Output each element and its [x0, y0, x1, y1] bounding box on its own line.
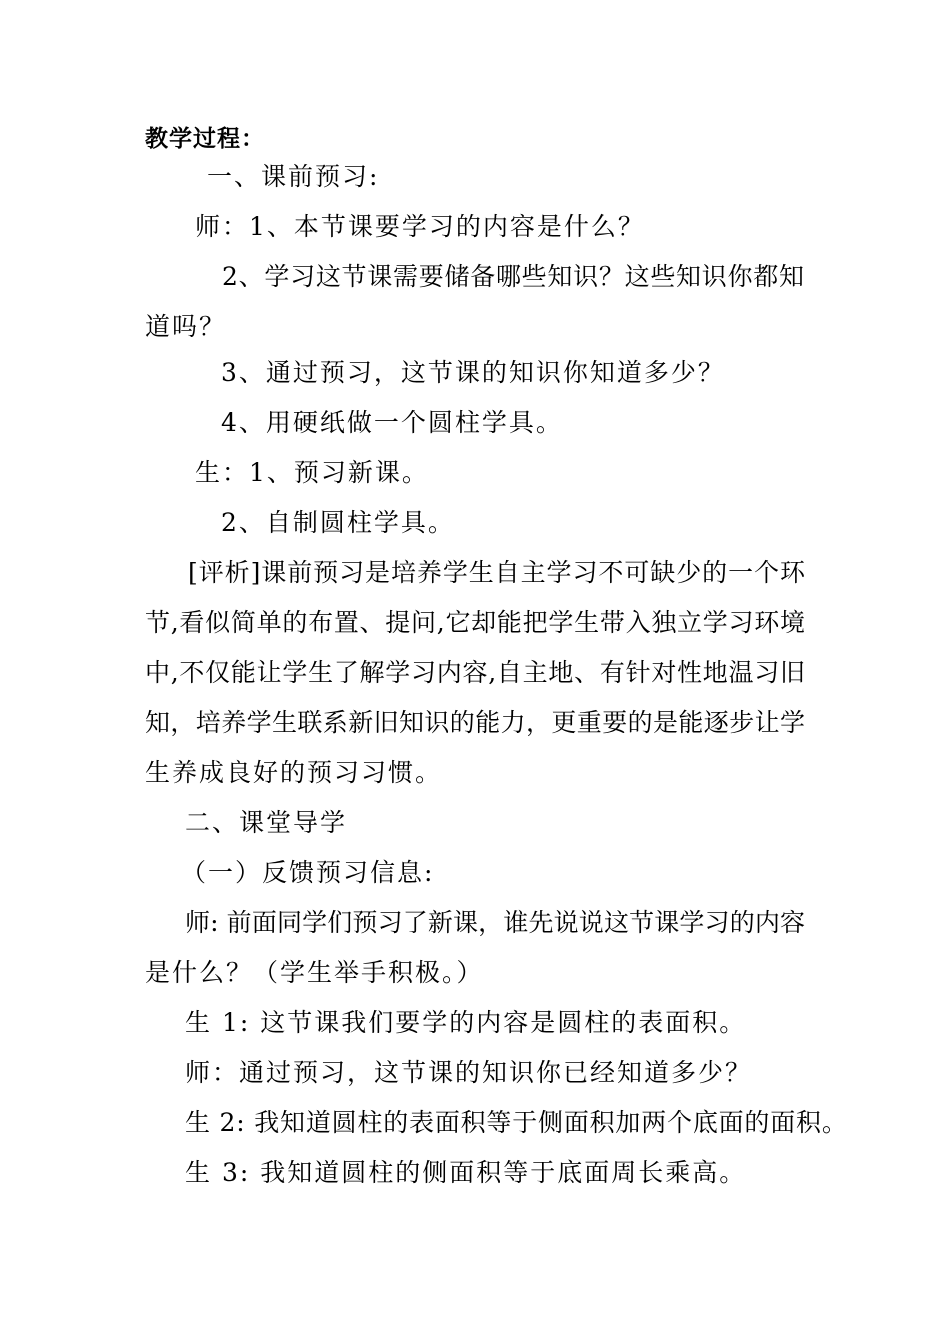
paragraph-line: 生 2: 我知道圆柱的表面积等于侧面积加两个底面的面积。 — [185, 1108, 848, 1137]
paragraph-line: 生 3: 我知道圆柱的侧面积等于底面周长乘高。 — [185, 1158, 747, 1187]
commentary-line: 节,看似简单的布置、提问,它却能把学生带入独立学习环境 — [145, 608, 805, 637]
paragraph-line: 3、通过预习，这节课的知识你知道多少？ — [221, 358, 725, 387]
paragraph-line: 道吗？ — [145, 312, 227, 341]
paragraph-line: 2、学习这节课需要储备哪些知识？这些知识你都知 — [222, 262, 804, 291]
commentary-line: [评析]课前预习是培养学生自主学习不可缺少的一个环 — [188, 558, 805, 587]
paragraph-line: 师：通过预习，这节课的知识你已经知道多少？ — [185, 1058, 753, 1087]
paragraph-line: 2、自制圆柱学具。 — [221, 508, 455, 537]
paragraph-line: 4、用硬纸做一个圆柱学具。 — [221, 408, 563, 437]
section-heading: 教学过程： — [145, 126, 265, 152]
commentary-line: 生养成良好的预习习惯。 — [145, 758, 443, 787]
paragraph-line: 生 1: 这节课我们要学的内容是圆柱的表面积。 — [185, 1008, 747, 1037]
paragraph-line: 师：1、本节课要学习的内容是什么？ — [195, 212, 645, 241]
paragraph-line: 是什么？（学生举手积极。） — [145, 958, 484, 987]
subsection-heading: 一、课前预习: — [207, 162, 380, 191]
paragraph-line: 生：1、预习新课。 — [195, 458, 429, 487]
commentary-line: 知，培养学生联系新旧知识的能力，更重要的是能逐步让学 — [145, 708, 805, 737]
subsection-heading: 二、课堂导学 — [185, 808, 348, 837]
paragraph-line: 师: 前面同学们预习了新课，谁先说说这节课学习的内容 — [185, 908, 805, 937]
subsection-heading: （一）反馈预习信息: — [181, 858, 435, 887]
commentary-line: 中,不仅能让学生了解学习内容,自主地、有针对性地温习旧 — [145, 658, 805, 687]
